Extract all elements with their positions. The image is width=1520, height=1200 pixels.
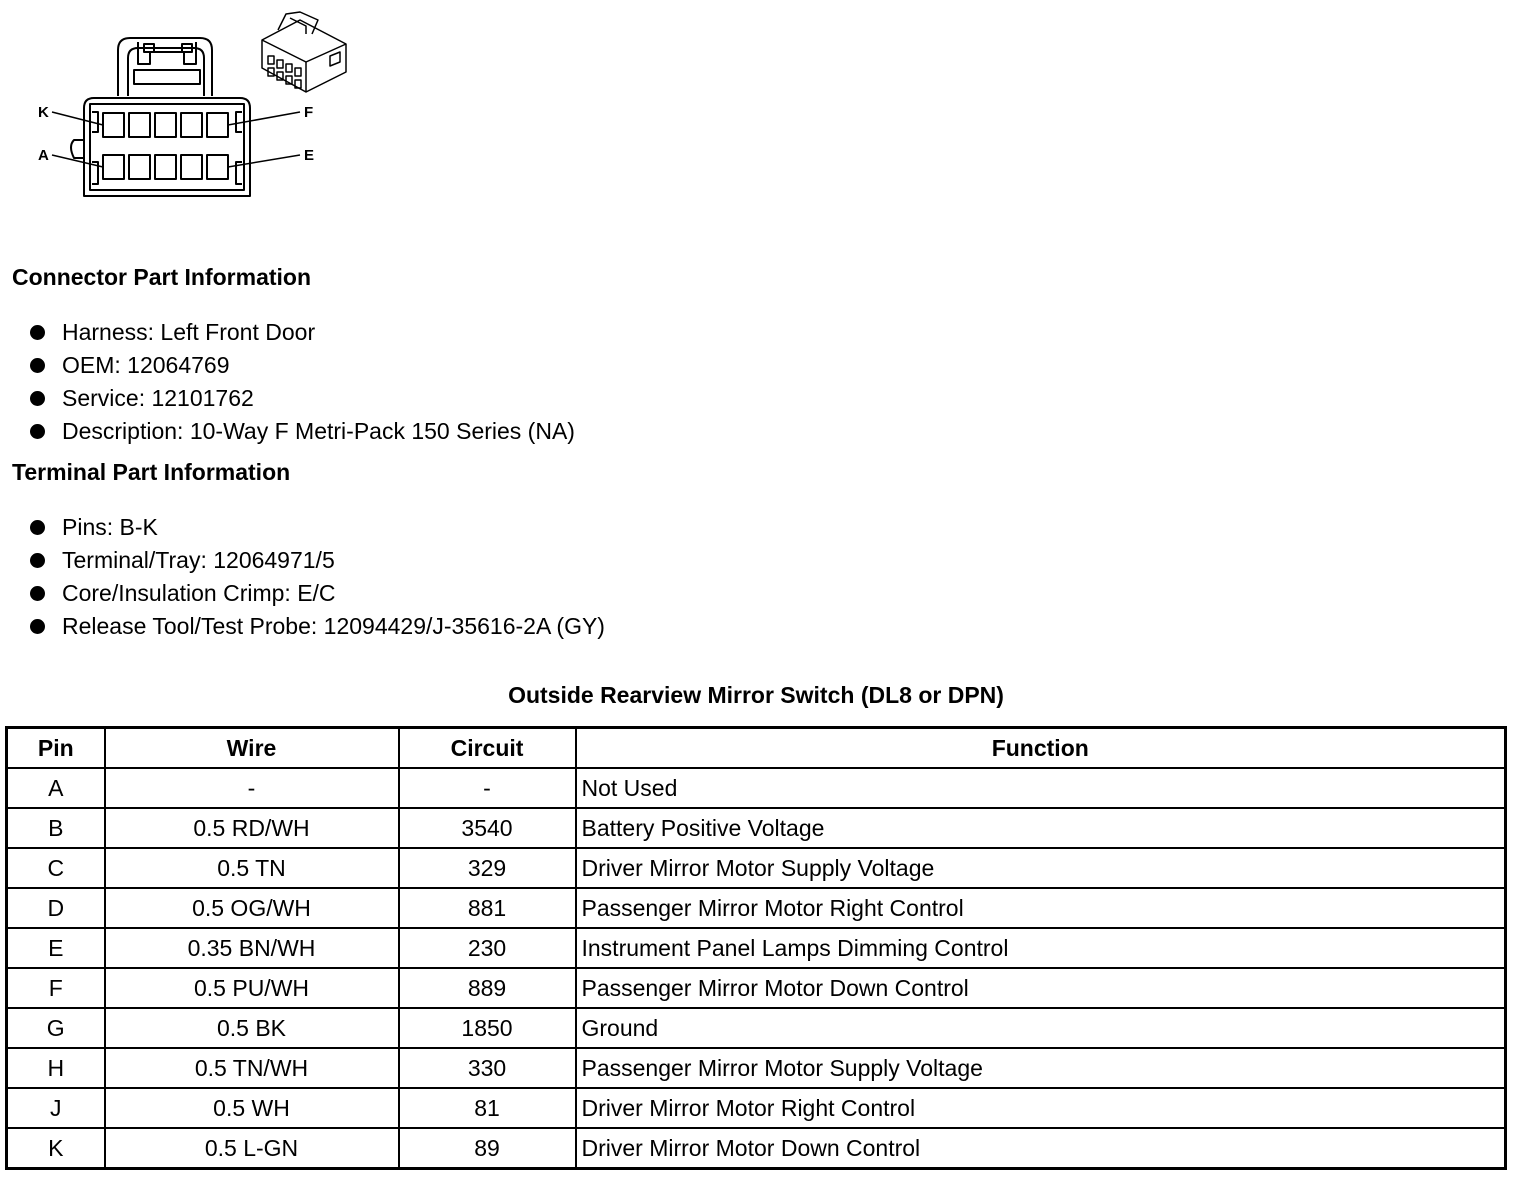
list-item [28,544,605,577]
cell-wire: 0.5 OG/WH [105,888,399,928]
list-item-text: Terminal/Tray: 12064971/5 [62,547,335,573]
cell-function: Passenger Mirror Motor Down Control [576,968,1506,1008]
cavity-a [103,155,124,179]
table-row [7,1088,1506,1128]
bullet-icon [30,424,45,439]
cell-function: Driver Mirror Motor Supply Voltage [576,848,1506,888]
cell-pin: K [7,1128,105,1169]
bullet-icon [30,619,45,634]
cavity-e [207,155,228,179]
cell-function: Battery Positive Voltage [576,808,1506,848]
bullet-icon [30,553,45,568]
list-item [28,610,605,643]
column-header-pin: Pin [7,728,105,769]
list-item-text: Pins: B-K [62,514,158,540]
connector-info-list [28,316,575,448]
column-header-function: Function [576,728,1506,769]
cell-wire: - [105,768,399,808]
list-item [28,415,575,448]
cell-circuit: - [399,768,576,808]
terminal-info-list [28,511,605,643]
list-item [28,316,575,349]
list-item-text: Description: 10-Way F Metri-Pack 150 Series (NA) [62,418,575,444]
table-row [7,768,1506,808]
cell-circuit: 889 [399,968,576,1008]
list-item [28,511,605,544]
cell-pin: D [7,888,105,928]
cell-function: Passenger Mirror Motor Right Control [576,888,1506,928]
cavity-k [103,113,124,137]
label-a: A [38,147,49,164]
table-row [7,1008,1506,1048]
table-row [7,1048,1506,1088]
cavity-f [207,113,228,137]
bullet-icon [30,586,45,601]
cell-pin: J [7,1088,105,1128]
list-item [28,577,605,610]
bullet-icon [30,520,45,535]
cell-function: Driver Mirror Motor Down Control [576,1128,1506,1169]
table-row [7,928,1506,968]
cell-wire: 0.5 WH [105,1088,399,1128]
bullet-icon [30,391,45,406]
cell-function: Passenger Mirror Motor Supply Voltage [576,1048,1506,1088]
table-row [7,888,1506,928]
cell-function: Instrument Panel Lamps Dimming Control [576,928,1506,968]
cell-pin: H [7,1048,105,1088]
table-row [7,808,1506,848]
table-row [7,848,1506,888]
cell-wire: 0.5 RD/WH [105,808,399,848]
cell-wire: 0.5 BK [105,1008,399,1048]
list-item-text: Harness: Left Front Door [62,319,316,345]
connector-info-heading: Connector Part Information [12,264,312,290]
cell-circuit: 81 [399,1088,576,1128]
list-item [28,349,575,382]
list-item-text: OEM: 12064769 [62,352,230,378]
cell-wire: 0.5 PU/WH [105,968,399,1008]
label-k: K [38,104,49,121]
cell-wire: 0.35 BN/WH [105,928,399,968]
cell-circuit: 330 [399,1048,576,1088]
column-header-circuit: Circuit [399,728,576,769]
cell-function: Ground [576,1008,1506,1048]
cell-pin: G [7,1008,105,1048]
cell-pin: A [7,768,105,808]
cell-circuit: 230 [399,928,576,968]
cell-wire: 0.5 TN [105,848,399,888]
table-row [7,1128,1506,1169]
cell-wire: 0.5 L-GN [105,1128,399,1169]
pinout-table [5,726,1507,1170]
cell-pin: F [7,968,105,1008]
list-item-text: Service: 12101762 [62,385,254,411]
cell-pin: E [7,928,105,968]
terminal-info-heading: Terminal Part Information [12,459,291,485]
connector-diagram [0,0,380,230]
list-item [28,382,575,415]
cell-circuit: 89 [399,1128,576,1169]
connector-latch [118,38,212,96]
connector-isometric-icon [262,12,346,92]
column-header-wire: Wire [105,728,399,769]
table-title: Outside Rearview Mirror Switch (DL8 or DPN) [508,682,1004,708]
cell-function: Not Used [576,768,1506,808]
table-row [7,968,1506,1008]
label-f: F [304,104,314,121]
cell-function: Driver Mirror Motor Right Control [576,1088,1506,1128]
bullet-icon [30,358,45,373]
cell-circuit: 3540 [399,808,576,848]
cell-circuit: 329 [399,848,576,888]
table-header-row [7,728,1506,769]
cell-pin: C [7,848,105,888]
bullet-icon [30,325,45,340]
cell-pin: B [7,808,105,848]
cell-circuit: 881 [399,888,576,928]
list-item-text: Release Tool/Test Probe: 12094429/J-35616-2A (GY) [62,613,605,639]
cell-wire: 0.5 TN/WH [105,1048,399,1088]
list-item-text: Core/Insulation Crimp: E/C [62,580,336,606]
label-e: E [304,147,315,164]
cell-circuit: 1850 [399,1008,576,1048]
